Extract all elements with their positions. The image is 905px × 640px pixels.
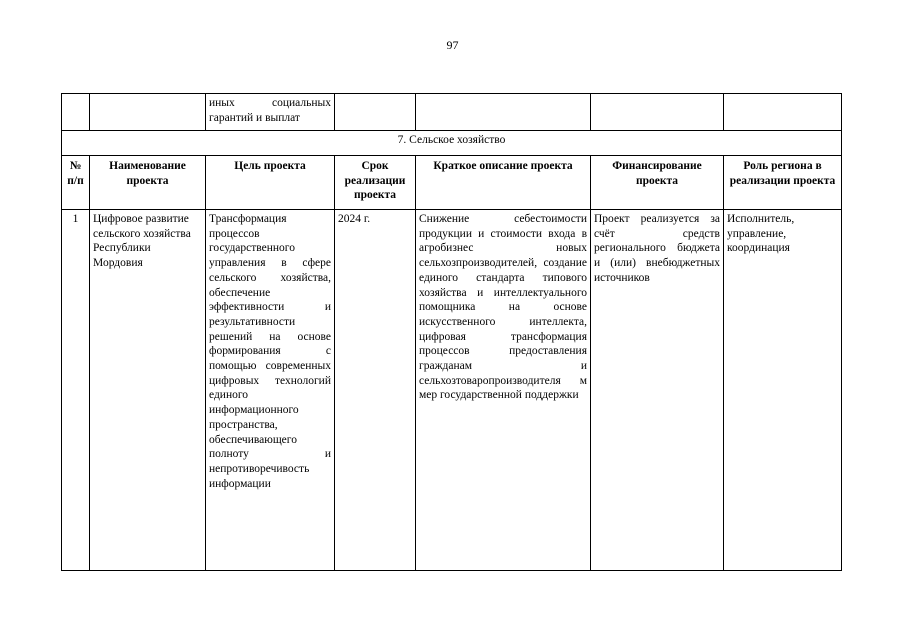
row-finance: Проект реализуется за счёт средств регионального бюджета и (или) внебюджетных источников bbox=[591, 210, 724, 571]
header-term: Срок реализации проекта bbox=[335, 156, 416, 210]
page-number: 97 bbox=[446, 38, 459, 52]
continued-row bbox=[62, 94, 842, 131]
header-num: № п/п bbox=[62, 156, 90, 210]
header-finance: Финансирование проекта bbox=[591, 156, 724, 210]
row-desc: Снижение себестоимости продукции и стоимости входа в агробизнес новых сельхозпроизводителей, создание единого стандарта типового хозяйства и интеллектуального помощника на основе искусственного интеллекта, цифровая трансформация процессов предоставления гражданам и сельхозтоваропроизводителя м мер государственной поддержки bbox=[416, 210, 591, 571]
continued-term-cell bbox=[335, 94, 416, 131]
continued-goal-line: гарантий и выплат bbox=[209, 111, 300, 124]
continued-finance-cell bbox=[591, 94, 724, 131]
continued-role-cell bbox=[724, 94, 842, 131]
continued-name-cell bbox=[90, 94, 206, 131]
section-row bbox=[62, 131, 842, 156]
header-role: Роль региона в реализации проекта bbox=[724, 156, 842, 210]
row-goal: Трансформация процессов государственного управления в сфере сельского хозяйства, обеспечение эффективности и результативности решений на основе формирования с помощью современных цифровых технологий единого информационного пространства, обеспечивающего полноту и непротиворечивость информации bbox=[206, 210, 335, 571]
row-role: Исполнитель, управление, координация bbox=[724, 210, 842, 571]
row-term: 2024 г. bbox=[335, 210, 416, 571]
row-name: Цифровое развитие сельского хозяйства Республики Мордовия bbox=[90, 210, 206, 571]
continued-goal-line: иных социальных bbox=[209, 97, 331, 109]
continued-num-cell bbox=[62, 94, 90, 131]
continued-desc-cell bbox=[416, 94, 591, 131]
header-row bbox=[62, 156, 842, 210]
projects-table bbox=[61, 93, 842, 571]
header-desc: Краткое описание проекта bbox=[416, 156, 591, 210]
row-num: 1 bbox=[62, 210, 90, 571]
continued-goal-cell bbox=[206, 94, 335, 131]
header-name: Наименование проекта bbox=[90, 156, 206, 210]
section-title: 7. Сельское хозяйство bbox=[62, 131, 842, 156]
table-row bbox=[62, 210, 842, 571]
header-goal: Цель проекта bbox=[206, 156, 335, 210]
